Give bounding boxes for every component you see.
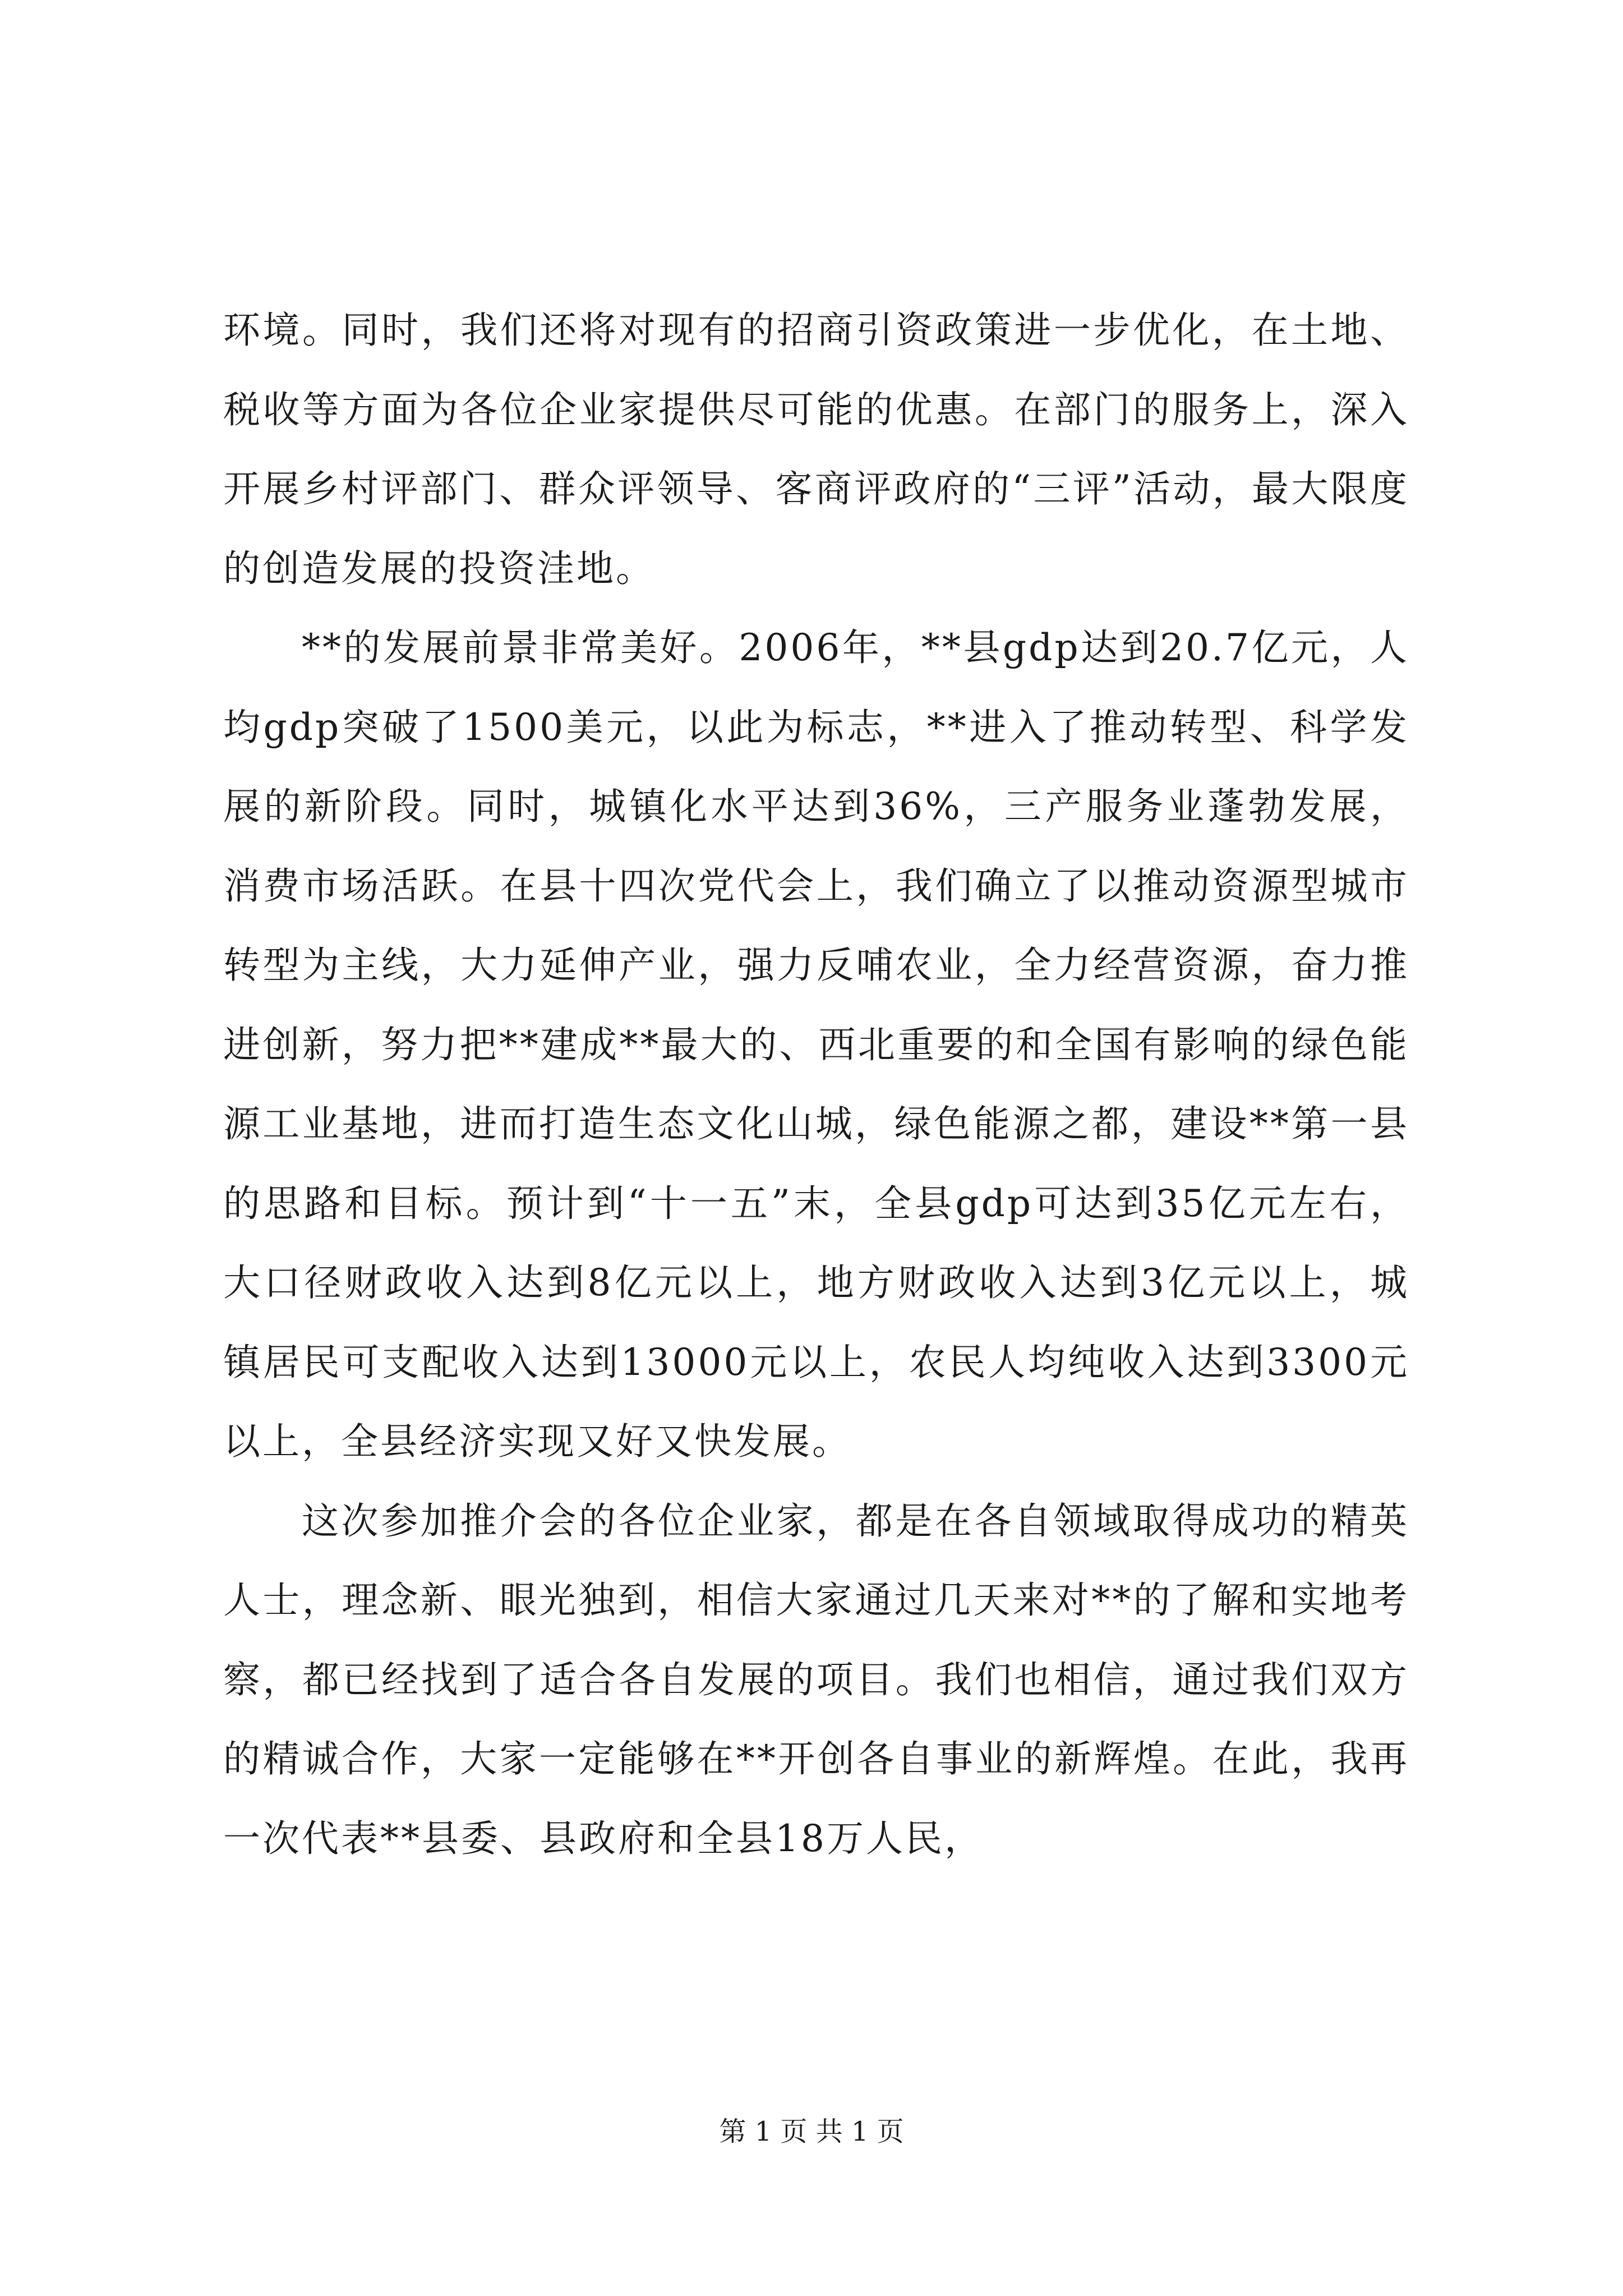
- paragraph-1: 环境。同时，我们还将对现有的招商引资政策进一步优化，在土地、税收等方面为各位企业家提供尽可能的优惠。在部门的服务上，深入开展乡村评部门、群众评领导、客商评政府的“三评”活动，最大限度的创造发展的投资洼地。: [223, 309, 1409, 590]
- paragraph-2: **的发展前景非常美好。2006年，**县gdp达到20.7亿元，人均gdp突破了1500美元，以此为标志，**进入了推动转型、科学发展的新阶段。同时，城镇化水平达到36%，三产服务业蓬勃发展，消费市场活跃。在县十四次党代会上，我们确立了以推动资源型城市转型为主线，大力延伸产业，强力反哺农业，全力经营资源，奋力推进创新，努力把**建成**最大的、西北重要的和全国有影响的绿色能源工业基地，进而打造生态文化山城，绿色能源之都，建设**第一县的思路和目标。预计到“十一五”末，全县gdp可达到35亿元左右，大口径财政收入达到8亿元以上，地方财政收入达到3亿元以上，城镇居民可支配收入达到13000元以上，农民人均纯收入达到3300元以上，全县经济实现又好又快发展。: [223, 626, 1409, 1463]
- document-body: [223, 291, 1409, 1878]
- paragraph-3: 这次参加推介会的各位企业家，都是在各自领域取得成功的精英人士，理念新、眼光独到，相信大家通过几天来对**的了解和实地考察，都已经找到了适合各自发展的项目。我们也相信，通过我们双方的精诚合作，大家一定能够在**开创各自事业的新辉煌。在此，我再一次代表**县委、县政府和全县18万人民，: [223, 1499, 1409, 1860]
- page-number-footer: 第 1 页 共 1 页: [719, 2116, 904, 2147]
